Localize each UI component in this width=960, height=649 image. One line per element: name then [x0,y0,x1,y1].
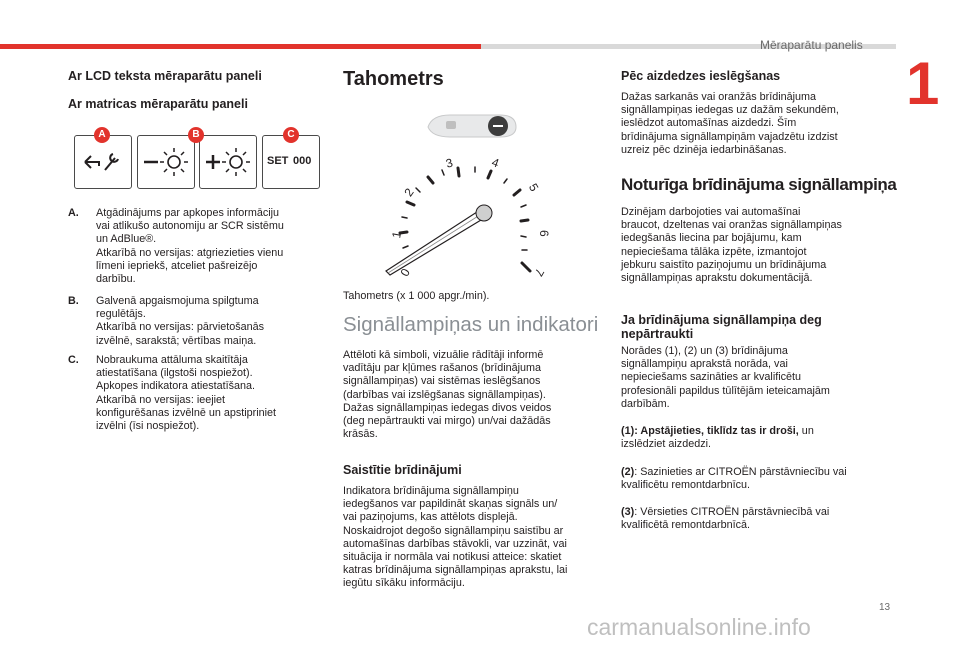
persistent-line: jebkuru saistīto paziņojumu un brīdinājuma [621,258,827,271]
signal-line: (darbības vai izslēgšanas signāllampiņas). [343,388,546,401]
related-line: Noskaidrojot degošo signāllampiņu saistību ar [343,524,564,537]
tachometer-title: Tahometrs [343,68,444,90]
dim-brightness-icon [138,136,194,188]
constant-line: nepieciešams sazināties ar kvalificētu [621,371,802,384]
note-3-label: (3) [621,506,635,518]
signal-line: Attēloti kā simboli, vizuālie rādītāji informē [343,349,544,361]
tachometer-illustration [370,105,570,285]
signal-line: krāsās. [343,428,378,441]
section-title: Mēraparātu panelis [760,38,863,52]
note-2-text: : Sazinieties ar CITROËN pārstāvniecību vai [634,466,847,478]
button-a-illustration [74,135,132,189]
related-line: vai paziņojums, kas attēlots displejā. [343,511,518,524]
signal-line: vadītāju par kļūmes rašanos (brīdinājuma [343,362,542,375]
badge-a: A [94,127,110,143]
page-number: 13 [879,602,891,613]
related-line: iegūtu sīkāku informāciju. [343,577,465,590]
persistent-lamp-text [621,206,891,285]
item-letter: B. [68,295,79,307]
persistent-line: signāllampiņas aprakstu dokumentācijā. [621,272,813,285]
signal-line: Dažas signāllampiņas iedegas divos veidos [343,401,552,414]
tachometer-caption: Tahometrs (x 1 000 apgr./min). [343,290,490,302]
set-value: 000 [293,155,312,167]
ignition-line: brīdinājuma signāllampiņām vajadzētu izdzist [621,130,838,143]
item-c-line: Atkarībā no versijas: ieejiet [96,393,226,406]
related-line: situācija ir normāla vai notikusi atteice: skatiet [343,551,562,564]
signal-lamps-title: Signāllampiņas un indikatori [343,313,599,336]
related-line: iedegšanos var papildināt skaņas signāls un/ [343,498,558,511]
item-a-line: Atgādinājums par apkopes informāciju [96,207,280,219]
item-b-line: regulētājs. [96,308,146,321]
heading-matrix: Ar matricas mēraparātu paneli [68,97,248,111]
related-line: Indikatora brīdinājuma signāllampiņu [343,485,519,497]
list-item-c [68,354,318,433]
button-b2-illustration [199,135,257,189]
gauge-number: 2 [401,185,417,200]
gauge-number: 7 [531,266,548,279]
service-wrench-icon [75,136,131,188]
button-c-illustration [262,135,320,189]
gauge-number: 6 [537,230,551,237]
heading-lcd: Ar LCD teksta mēraparātu paneli [68,69,262,83]
constant-line: profesionāli papildus tūlītējām ieteicamajām [621,384,830,397]
ignition-title: Pēc aizdedzes ieslēgšanas [621,69,781,83]
constant-line: Norādes (1), (2) un (3) brīdinājuma [621,345,788,357]
gauge-number: 5 [525,181,542,194]
chapter-number: 1 [906,50,940,117]
ignition-line: Dažas sarkanās vai oranžās brīdinājuma [621,91,817,103]
persistent-lamp-title: Noturīga brīdinājuma signāllampiņa [621,175,897,194]
signal-line: (deg nepārtraukti vai mirgo) un/vai dažādās [343,415,551,428]
signal-line: signāllampiņas) vai sistēmas ieslēgšanos [343,375,541,388]
signal-lamps-text [343,349,613,441]
note-1-label: (1) [621,425,635,437]
constant-lamp-title-2: nepārtraukti [621,327,694,341]
item-letter: C. [68,354,79,366]
note-2-label: (2) [621,466,635,478]
note-1 [621,425,891,451]
related-line: automašīnas darbības stāvokli, var uzzināt, vai [343,537,567,550]
list-item-b [68,295,318,348]
constant-line: signāllampiņu aprakstā norāda, vai [621,358,788,371]
item-a-line: un AdBlue®. [96,233,157,246]
note-1-line2: izslēdziet aizdedzi. [621,438,712,451]
badge-b: B [188,127,204,143]
item-b-line: izvēlnē, sarakstā; vērtības maiņa. [96,334,257,347]
watermark: carmanualsonline.info [587,614,811,640]
constant-line: darbībām. [621,397,670,410]
button-b-illustration [137,135,195,189]
related-line: katras brīdinājuma signāllampiņas aprakstu, lai [343,564,568,577]
item-b-line: Atkarībā no versijas: pārvietošanās [96,321,265,334]
item-c-line: konfigurēšanas izvēlnē un apstipriniet [96,406,277,419]
persistent-line: braucot, dzeltenas vai oranžas signāllampiņas [621,219,842,232]
badge-c: C [283,127,299,143]
item-c-line: atiestatīšana (ilgstoši nospiežot). [96,367,253,380]
increase-brightness-icon [200,136,256,188]
constant-lamp-title-1: Ja brīdinājuma signāllampiņa deg [621,313,822,327]
persistent-line: iedegšanās liecina par bojājumu, kam [621,232,802,245]
ignition-text [621,91,891,157]
gauge-number: 0 [397,266,413,279]
gauge-number: 4 [489,155,501,171]
note-1-rest: un [798,425,814,437]
ignition-line: signāllampiņas iedegas uz dažām sekundēm, [621,104,839,117]
note-3-text: : Vērsieties CITROËN pārstāvniecībā vai [634,506,830,518]
related-warnings-text [343,485,613,591]
note-2-line2: kvalificētu remontdarbnīcu. [621,479,751,492]
gauge-number: 1 [389,230,405,240]
ignition-line: ieslēdzot automašīnas aizdedzi. Šīm [621,117,797,130]
header-red-bar [0,44,481,49]
ignition-line: uzreiz pēc dzinēja iedarbināšanas. [621,143,787,156]
note-3-line2: kvalificētā remontdarbnīcā. [621,519,751,532]
item-b-line: Galvenā apgaismojuma spilgtuma [96,295,259,307]
set-label: SET [267,155,289,167]
item-a-line: Atkarībā no versijas: atgriezieties vienu [96,246,284,259]
note-1-bold: : Apstājieties, tiklīdz tas ir droši, [634,425,799,437]
item-a-line: darbību. [96,273,136,286]
item-a-line: vai atlikušo autonomiju ar SCR sistēmu [96,220,284,233]
constant-lamp-text [621,345,891,411]
gauge-number: 3 [444,155,455,171]
related-warnings-title: Saistītie brīdinājumi [343,463,462,477]
persistent-line: nepieciešama tālāka izpēte, izmantojot [621,245,807,258]
item-c-line: izvēlni (īsi nospiežot). [96,420,200,433]
note-2 [621,466,891,492]
persistent-line: Dzinējam darbojoties vai automašīnai [621,206,801,218]
item-c-line: Apkopes indikatora atiestatīšana. [96,380,256,393]
note-3 [621,506,891,532]
item-c-line: Nobraukuma attāluma skaitītāja [96,354,248,366]
item-letter: A. [68,207,79,219]
list-item-a [68,207,318,286]
item-a-line: līmeni iepriekš, atceliet pašreizējo [96,259,258,272]
